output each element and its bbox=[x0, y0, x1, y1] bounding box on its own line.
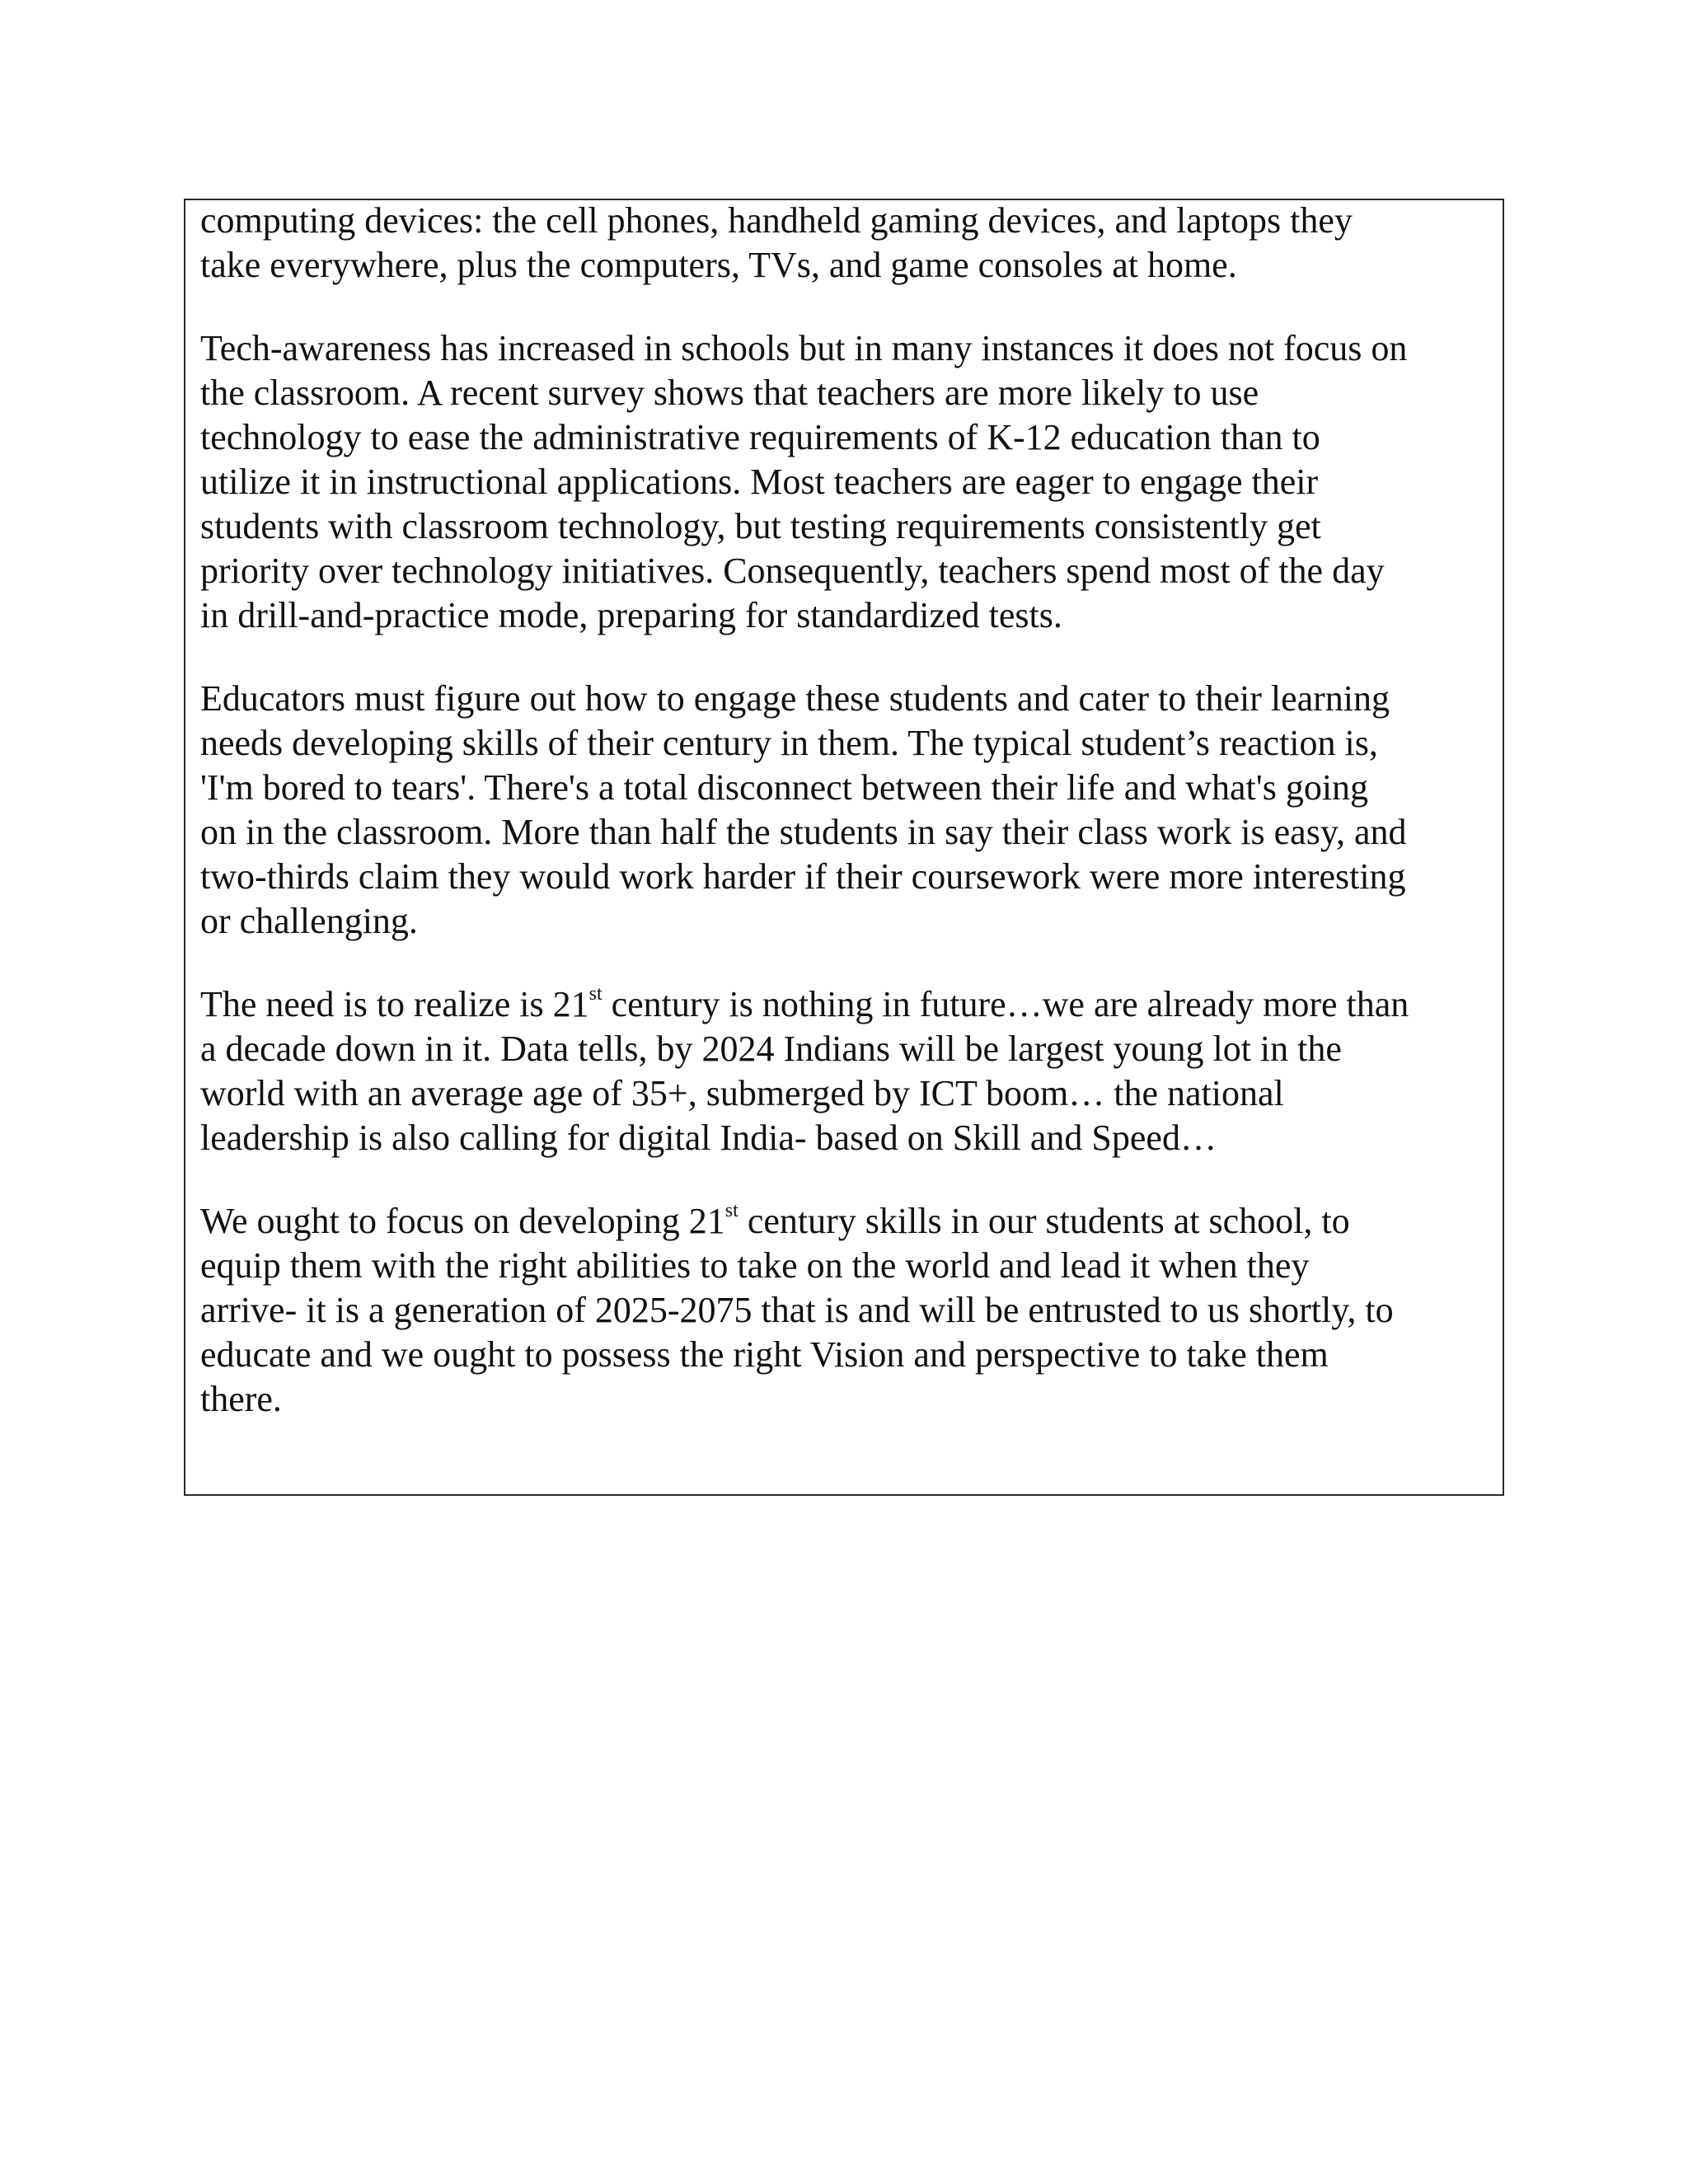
paragraph-devices: computing devices: the cell phones, handheld gaming devices, and laptops they take everywhere, plus the computers, TVs, and game consoles at home. bbox=[200, 200, 1353, 285]
paragraph-text-start: The need is to realize is 21 bbox=[200, 984, 589, 1024]
paragraph-text-end: century is nothing in future…we are already more than a decade down in it. Data tells, by 2024 Indians will be largest young lot in the world with an average age of 35+, submerged by ICT boom… the national leadership is also calling for digital India- based on Skill and Speed… bbox=[200, 984, 1409, 1158]
bordered-text-box bbox=[184, 199, 1504, 1496]
paragraph-text-start: We ought to focus on developing 21 bbox=[200, 1201, 725, 1241]
ordinal-suffix: st bbox=[724, 1200, 738, 1222]
ordinal-suffix: st bbox=[588, 983, 603, 1005]
paragraph-text-end: century skills in our students at school, to equip them with the right abilities to take on the world and lead it when they arrive- it is a generation of 2025-2075 that is and will be entrusted to us shortly, to educate and we ought to possess the right Vision and perspective to take them there. bbox=[200, 1201, 1394, 1419]
paragraph-21st-century-need bbox=[200, 982, 1491, 1160]
paragraph-educators: Educators must figure out how to engage these students and cater to their learning needs developing skills of their century in them. The typical student’s reaction is, 'I'm bored to tears'. There's a total disconnect between their life and what's going on in the classroom. More than half the students in say their class work is easy, and two-thirds claim they would work harder if their coursework were more interesting or challenging. bbox=[200, 678, 1407, 941]
paragraph-developing-skills bbox=[200, 1199, 1491, 1422]
paragraph-tech-awareness: Tech-awareness has increased in schools but in many instances it does not focus on the classroom. A recent survey shows that teachers are more likely to use technology to ease the administrative requirements of K-12 education than to utilize it in instructional applications. Most teachers are eager to engage their students with classroom technology, but testing requirements consistently get priority over technology initiatives. Consequently, teachers spend most of the day in drill-and-practice mode, preparing for standardized tests. bbox=[200, 328, 1408, 635]
